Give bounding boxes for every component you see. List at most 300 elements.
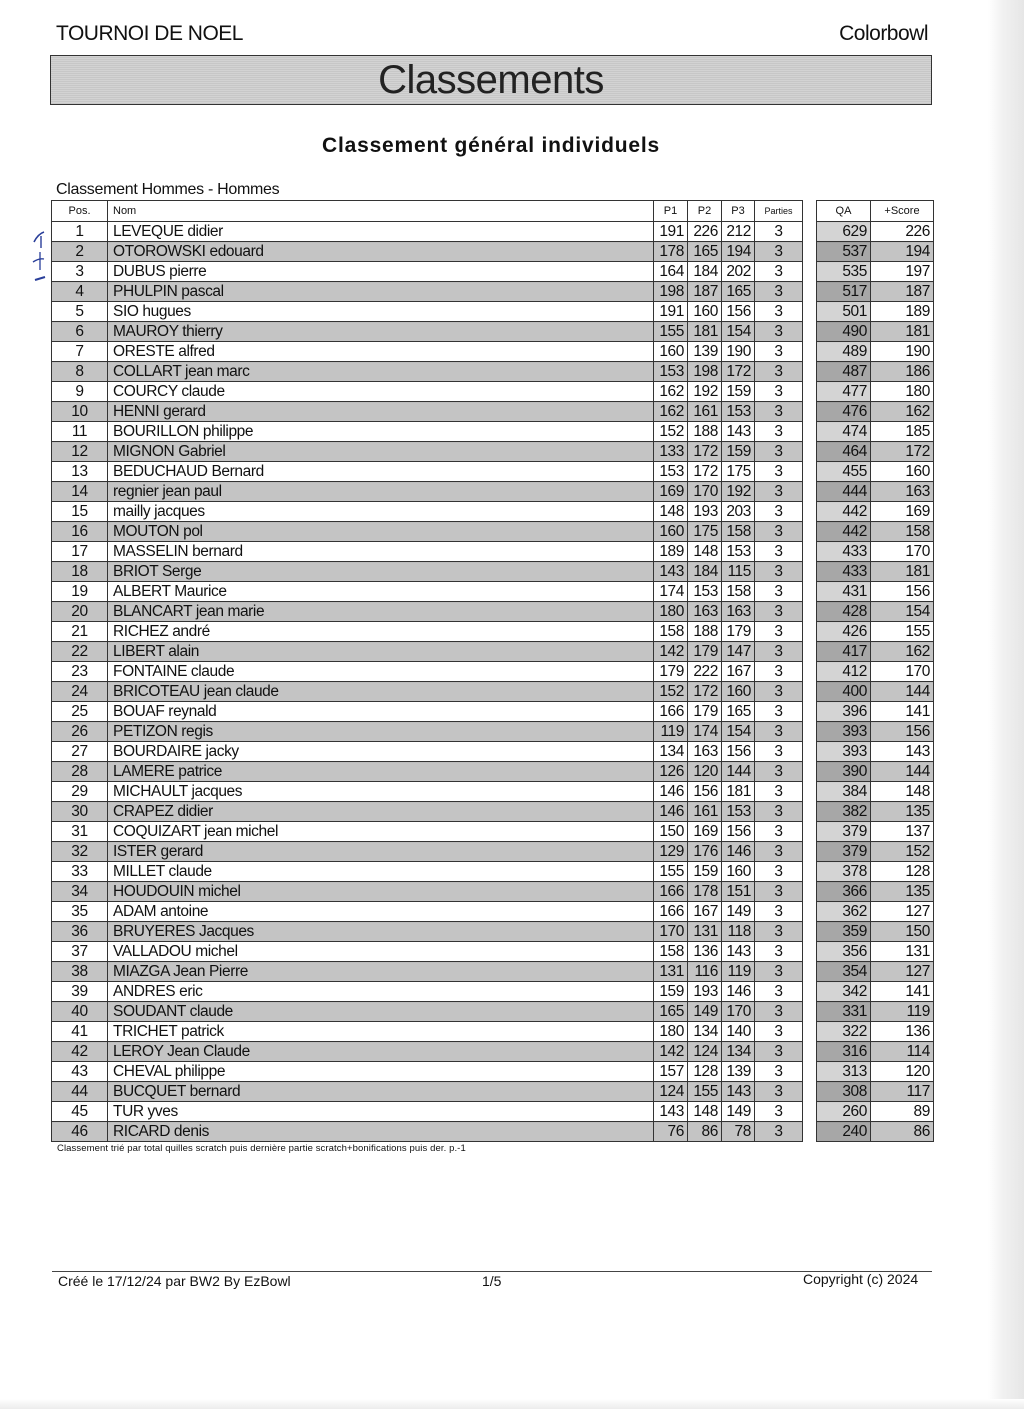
cell-p3: 190 [722,342,755,362]
cell-p1: 169 [654,482,688,502]
cell-qa: 378 [817,862,871,882]
cell-parties: 3 [755,742,803,762]
cell-p3: 154 [722,322,755,342]
cell-qa: 366 [817,882,871,902]
cell-qa: 476 [817,402,871,422]
cell-qa: 331 [817,1002,871,1022]
cell-p1: 155 [654,322,688,342]
cell-spacer [803,922,817,942]
cell-name: COLLART jean marc [108,362,654,382]
cell-parties: 3 [755,522,803,542]
table-row [52,942,934,962]
cell-p3: 154 [722,722,755,742]
cell-parties: 3 [755,562,803,582]
header-p2: P2 [688,201,722,222]
table-row [52,422,934,442]
cell-score: 144 [871,682,934,702]
pen-annotation-icon [28,228,52,288]
cell-p2: 159 [688,862,722,882]
footer-created: Créé le 17/12/24 par BW2 By EzBowl [58,1273,291,1289]
cell-spacer [803,622,817,642]
cell-p3: 159 [722,442,755,462]
cell-p2: 155 [688,1082,722,1102]
cell-parties: 3 [755,1082,803,1102]
table-row [52,222,934,242]
banner-title: Classements [378,58,604,102]
cell-score: 163 [871,482,934,502]
cell-p2: 165 [688,242,722,262]
cell-p2: 193 [688,982,722,1002]
cell-p1: 152 [654,682,688,702]
cell-p2: 163 [688,602,722,622]
table-row [52,822,934,842]
cell-name: MOUTON pol [108,522,654,542]
cell-p2: 160 [688,302,722,322]
cell-p2: 128 [688,1062,722,1082]
cell-name: BOURDAIRE jacky [108,742,654,762]
cell-p1: 146 [654,802,688,822]
cell-name: CHEVAL philippe [108,1062,654,1082]
cell-name: ISTER gerard [108,842,654,862]
cell-p2: 188 [688,422,722,442]
cell-name: SOUDANT claude [108,1002,654,1022]
cell-qa: 354 [817,962,871,982]
cell-p2: 184 [688,562,722,582]
cell-p3: 149 [722,1102,755,1122]
cell-parties: 3 [755,1062,803,1082]
cell-pos: 42 [52,1042,108,1062]
cell-p1: 142 [654,1042,688,1062]
cell-parties: 3 [755,602,803,622]
cell-score: 162 [871,642,934,662]
cell-p3: 143 [722,1082,755,1102]
cell-pos: 1 [52,222,108,242]
cell-p1: 166 [654,702,688,722]
cell-p2: 161 [688,402,722,422]
cell-pos: 5 [52,302,108,322]
table-row [52,402,934,422]
cell-p2: 176 [688,842,722,862]
cell-spacer [803,562,817,582]
cell-parties: 3 [755,1042,803,1062]
cell-score: 194 [871,242,934,262]
cell-name: PETIZON regis [108,722,654,742]
cell-spacer [803,1022,817,1042]
cell-p3: 165 [722,282,755,302]
cell-p1: 134 [654,742,688,762]
cell-qa: 362 [817,902,871,922]
cell-spacer [803,842,817,862]
cell-p3: 144 [722,762,755,782]
cell-p1: 164 [654,262,688,282]
cell-qa: 433 [817,542,871,562]
cell-p1: 143 [654,562,688,582]
table-row [52,742,934,762]
cell-p2: 149 [688,1002,722,1022]
cell-spacer [803,222,817,242]
cell-name: DUBUS pierre [108,262,654,282]
cell-p1: 146 [654,782,688,802]
cell-p2: 170 [688,482,722,502]
cell-p3: 158 [722,582,755,602]
cell-pos: 31 [52,822,108,842]
header-parties: Parties [755,201,803,222]
cell-name: MIGNON Gabriel [108,442,654,462]
cell-p2: 169 [688,822,722,842]
cell-spacer [803,602,817,622]
cell-spacer [803,802,817,822]
cell-p2: 148 [688,542,722,562]
header-p1: P1 [654,201,688,222]
cell-score: 135 [871,802,934,822]
cell-p1: 180 [654,602,688,622]
cell-score: 156 [871,722,934,742]
cell-p1: 148 [654,502,688,522]
table-row [52,502,934,522]
cell-p3: 147 [722,642,755,662]
cell-pos: 40 [52,1002,108,1022]
cell-name: BRICOTEAU jean claude [108,682,654,702]
cell-name: LIBERT alain [108,642,654,662]
cell-p1: 191 [654,302,688,322]
table-row [52,302,934,322]
cell-p2: 148 [688,1102,722,1122]
cell-score: 119 [871,1002,934,1022]
table-row [52,282,934,302]
cell-p1: 150 [654,822,688,842]
ranking-table [51,200,934,1142]
table-row [52,802,934,822]
table-row [52,1042,934,1062]
cell-qa: 464 [817,442,871,462]
cell-pos: 2 [52,242,108,262]
cell-score: 180 [871,382,934,402]
cell-parties: 3 [755,802,803,822]
table-row [52,922,934,942]
cell-p1: 153 [654,462,688,482]
cell-qa: 308 [817,1082,871,1102]
cell-p2: 153 [688,582,722,602]
cell-p3: 143 [722,942,755,962]
cell-p1: 76 [654,1122,688,1142]
cell-parties: 3 [755,662,803,682]
cell-name: BOURILLON philippe [108,422,654,442]
cell-pos: 12 [52,442,108,462]
cell-name: BEDUCHAUD Bernard [108,462,654,482]
header-spacer [803,201,817,222]
cell-spacer [803,1062,817,1082]
cell-score: 155 [871,622,934,642]
cell-parties: 3 [755,682,803,702]
cell-p1: 162 [654,382,688,402]
cell-qa: 489 [817,342,871,362]
cell-p2: 172 [688,682,722,702]
cell-qa: 240 [817,1122,871,1142]
cell-p1: 124 [654,1082,688,1102]
cell-parties: 3 [755,842,803,862]
cell-pos: 36 [52,922,108,942]
table-row [52,882,934,902]
cell-spacer [803,262,817,282]
cell-pos: 37 [52,942,108,962]
cell-qa: 487 [817,362,871,382]
cell-qa: 316 [817,1042,871,1062]
title-banner [50,55,932,105]
cell-score: 158 [871,522,934,542]
table-row [52,762,934,782]
cell-score: 120 [871,1062,934,1082]
cell-p3: 202 [722,262,755,282]
cell-qa: 379 [817,822,871,842]
cell-name: ALBERT Maurice [108,582,654,602]
cell-p3: 153 [722,542,755,562]
cell-spacer [803,322,817,342]
cell-pos: 18 [52,562,108,582]
cell-spacer [803,362,817,382]
header-score: +Score [871,201,934,222]
cell-p3: 119 [722,962,755,982]
table-header-row [52,201,934,222]
cell-score: 141 [871,982,934,1002]
cell-spacer [803,682,817,702]
cell-qa: 384 [817,782,871,802]
cell-pos: 11 [52,422,108,442]
cell-qa: 442 [817,522,871,542]
cell-p2: 178 [688,882,722,902]
cell-name: BRIOT Serge [108,562,654,582]
cell-p1: 142 [654,642,688,662]
cell-score: 152 [871,842,934,862]
cell-name: VALLADOU michel [108,942,654,962]
cell-spacer [803,582,817,602]
cell-p2: 193 [688,502,722,522]
table-row [52,462,934,482]
header-p3: P3 [722,201,755,222]
cell-p1: 158 [654,942,688,962]
cell-p1: 189 [654,542,688,562]
cell-qa: 396 [817,702,871,722]
cell-p1: 198 [654,282,688,302]
cell-pos: 24 [52,682,108,702]
cell-spacer [803,242,817,262]
cell-pos: 8 [52,362,108,382]
cell-p3: 143 [722,422,755,442]
cell-name: COQUIZART jean michel [108,822,654,842]
table-row [52,242,934,262]
cell-spacer [803,482,817,502]
cell-p3: 163 [722,602,755,622]
cell-p1: 143 [654,1102,688,1122]
cell-name: BRUYERES Jacques [108,922,654,942]
cell-name: COURCY claude [108,382,654,402]
scan-edge-shadow [988,0,1024,1409]
cell-p3: 156 [722,302,755,322]
cell-p2: 198 [688,362,722,382]
cell-score: 137 [871,822,934,842]
cell-spacer [803,1102,817,1122]
cell-score: 127 [871,902,934,922]
cell-p3: 192 [722,482,755,502]
cell-parties: 3 [755,922,803,942]
cell-pos: 45 [52,1102,108,1122]
cell-name: FONTAINE claude [108,662,654,682]
cell-pos: 29 [52,782,108,802]
cell-pos: 15 [52,502,108,522]
cell-p3: 175 [722,462,755,482]
table-row [52,1022,934,1042]
cell-score: 144 [871,762,934,782]
cell-pos: 14 [52,482,108,502]
cell-parties: 3 [755,542,803,562]
cell-p3: 156 [722,822,755,842]
cell-parties: 3 [755,982,803,1002]
cell-qa: 393 [817,742,871,762]
cell-spacer [803,1082,817,1102]
table-row [52,382,934,402]
sort-note: Classement trié par total quilles scratch puis dernière partie scratch+bonifications puis der. p.-1 [57,1143,466,1154]
table-row [52,902,934,922]
cell-p3: 153 [722,402,755,422]
cell-parties: 3 [755,402,803,422]
cell-qa: 412 [817,662,871,682]
cell-score: 190 [871,342,934,362]
cell-p3: 212 [722,222,755,242]
cell-score: 197 [871,262,934,282]
cell-spacer [803,862,817,882]
cell-p3: 149 [722,902,755,922]
cell-p3: 181 [722,782,755,802]
cell-spacer [803,1042,817,1062]
cell-p2: 131 [688,922,722,942]
cell-name: CRAPEZ didier [108,802,654,822]
cell-pos: 43 [52,1062,108,1082]
cell-spacer [803,302,817,322]
table-row [52,1122,934,1142]
cell-spacer [803,642,817,662]
cell-qa: 342 [817,982,871,1002]
cell-score: 189 [871,302,934,322]
cell-p1: 179 [654,662,688,682]
cell-p2: 116 [688,962,722,982]
table-row [52,702,934,722]
cell-qa: 629 [817,222,871,242]
cell-pos: 46 [52,1122,108,1142]
cell-parties: 3 [755,242,803,262]
cell-p2: 222 [688,662,722,682]
cell-p2: 184 [688,262,722,282]
footer-copyright: Copyright (c) 2024 [803,1271,919,1287]
cell-parties: 3 [755,1022,803,1042]
cell-name: LEROY Jean Claude [108,1042,654,1062]
cell-spacer [803,702,817,722]
cell-spacer [803,542,817,562]
cell-qa: 501 [817,302,871,322]
cell-p1: 160 [654,342,688,362]
cell-parties: 3 [755,822,803,842]
cell-qa: 428 [817,602,871,622]
cell-pos: 27 [52,742,108,762]
cell-score: 135 [871,882,934,902]
cell-spacer [803,442,817,462]
cell-qa: 313 [817,1062,871,1082]
table-row [52,262,934,282]
cell-spacer [803,382,817,402]
cell-qa: 537 [817,242,871,262]
scan-bottom-shadow [0,1399,1024,1409]
cell-pos: 20 [52,602,108,622]
cell-qa: 433 [817,562,871,582]
cell-parties: 3 [755,762,803,782]
cell-qa: 400 [817,682,871,702]
cell-pos: 10 [52,402,108,422]
cell-p1: 174 [654,582,688,602]
cell-parties: 3 [755,1102,803,1122]
cell-name: MASSELIN bernard [108,542,654,562]
cell-parties: 3 [755,942,803,962]
cell-p3: 156 [722,742,755,762]
table-row [52,842,934,862]
cell-score: 185 [871,422,934,442]
cell-spacer [803,742,817,762]
cell-spacer [803,782,817,802]
cell-p2: 172 [688,462,722,482]
cell-name: BLANCART jean marie [108,602,654,622]
cell-pos: 6 [52,322,108,342]
cell-p2: 124 [688,1042,722,1062]
table-row [52,782,934,802]
cell-p1: 157 [654,1062,688,1082]
cell-pos: 32 [52,842,108,862]
cell-parties: 3 [755,622,803,642]
cell-p3: 170 [722,1002,755,1022]
cell-pos: 4 [52,282,108,302]
table-row [52,682,934,702]
cell-score: 181 [871,322,934,342]
cell-p2: 136 [688,942,722,962]
cell-p1: 191 [654,222,688,242]
cell-name: MAUROY thierry [108,322,654,342]
cell-pos: 13 [52,462,108,482]
cell-spacer [803,282,817,302]
cell-qa: 393 [817,722,871,742]
cell-pos: 44 [52,1082,108,1102]
cell-p2: 175 [688,522,722,542]
cell-p2: 188 [688,622,722,642]
cell-name: HENNI gerard [108,402,654,422]
cell-p2: 192 [688,382,722,402]
cell-p3: 194 [722,242,755,262]
cell-p2: 134 [688,1022,722,1042]
cell-qa: 356 [817,942,871,962]
cell-p1: 160 [654,522,688,542]
cell-pos: 39 [52,982,108,1002]
cell-qa: 390 [817,762,871,782]
cell-pos: 26 [52,722,108,742]
cell-pos: 7 [52,342,108,362]
cell-parties: 3 [755,722,803,742]
cell-score: 162 [871,402,934,422]
cell-p2: 139 [688,342,722,362]
cell-qa: 382 [817,802,871,822]
cell-score: 187 [871,282,934,302]
cell-name: RICARD denis [108,1122,654,1142]
cell-score: 186 [871,362,934,382]
cell-spacer [803,962,817,982]
cell-score: 131 [871,942,934,962]
cell-name: TUR yves [108,1102,654,1122]
cell-p2: 174 [688,722,722,742]
cell-p1: 165 [654,1002,688,1022]
